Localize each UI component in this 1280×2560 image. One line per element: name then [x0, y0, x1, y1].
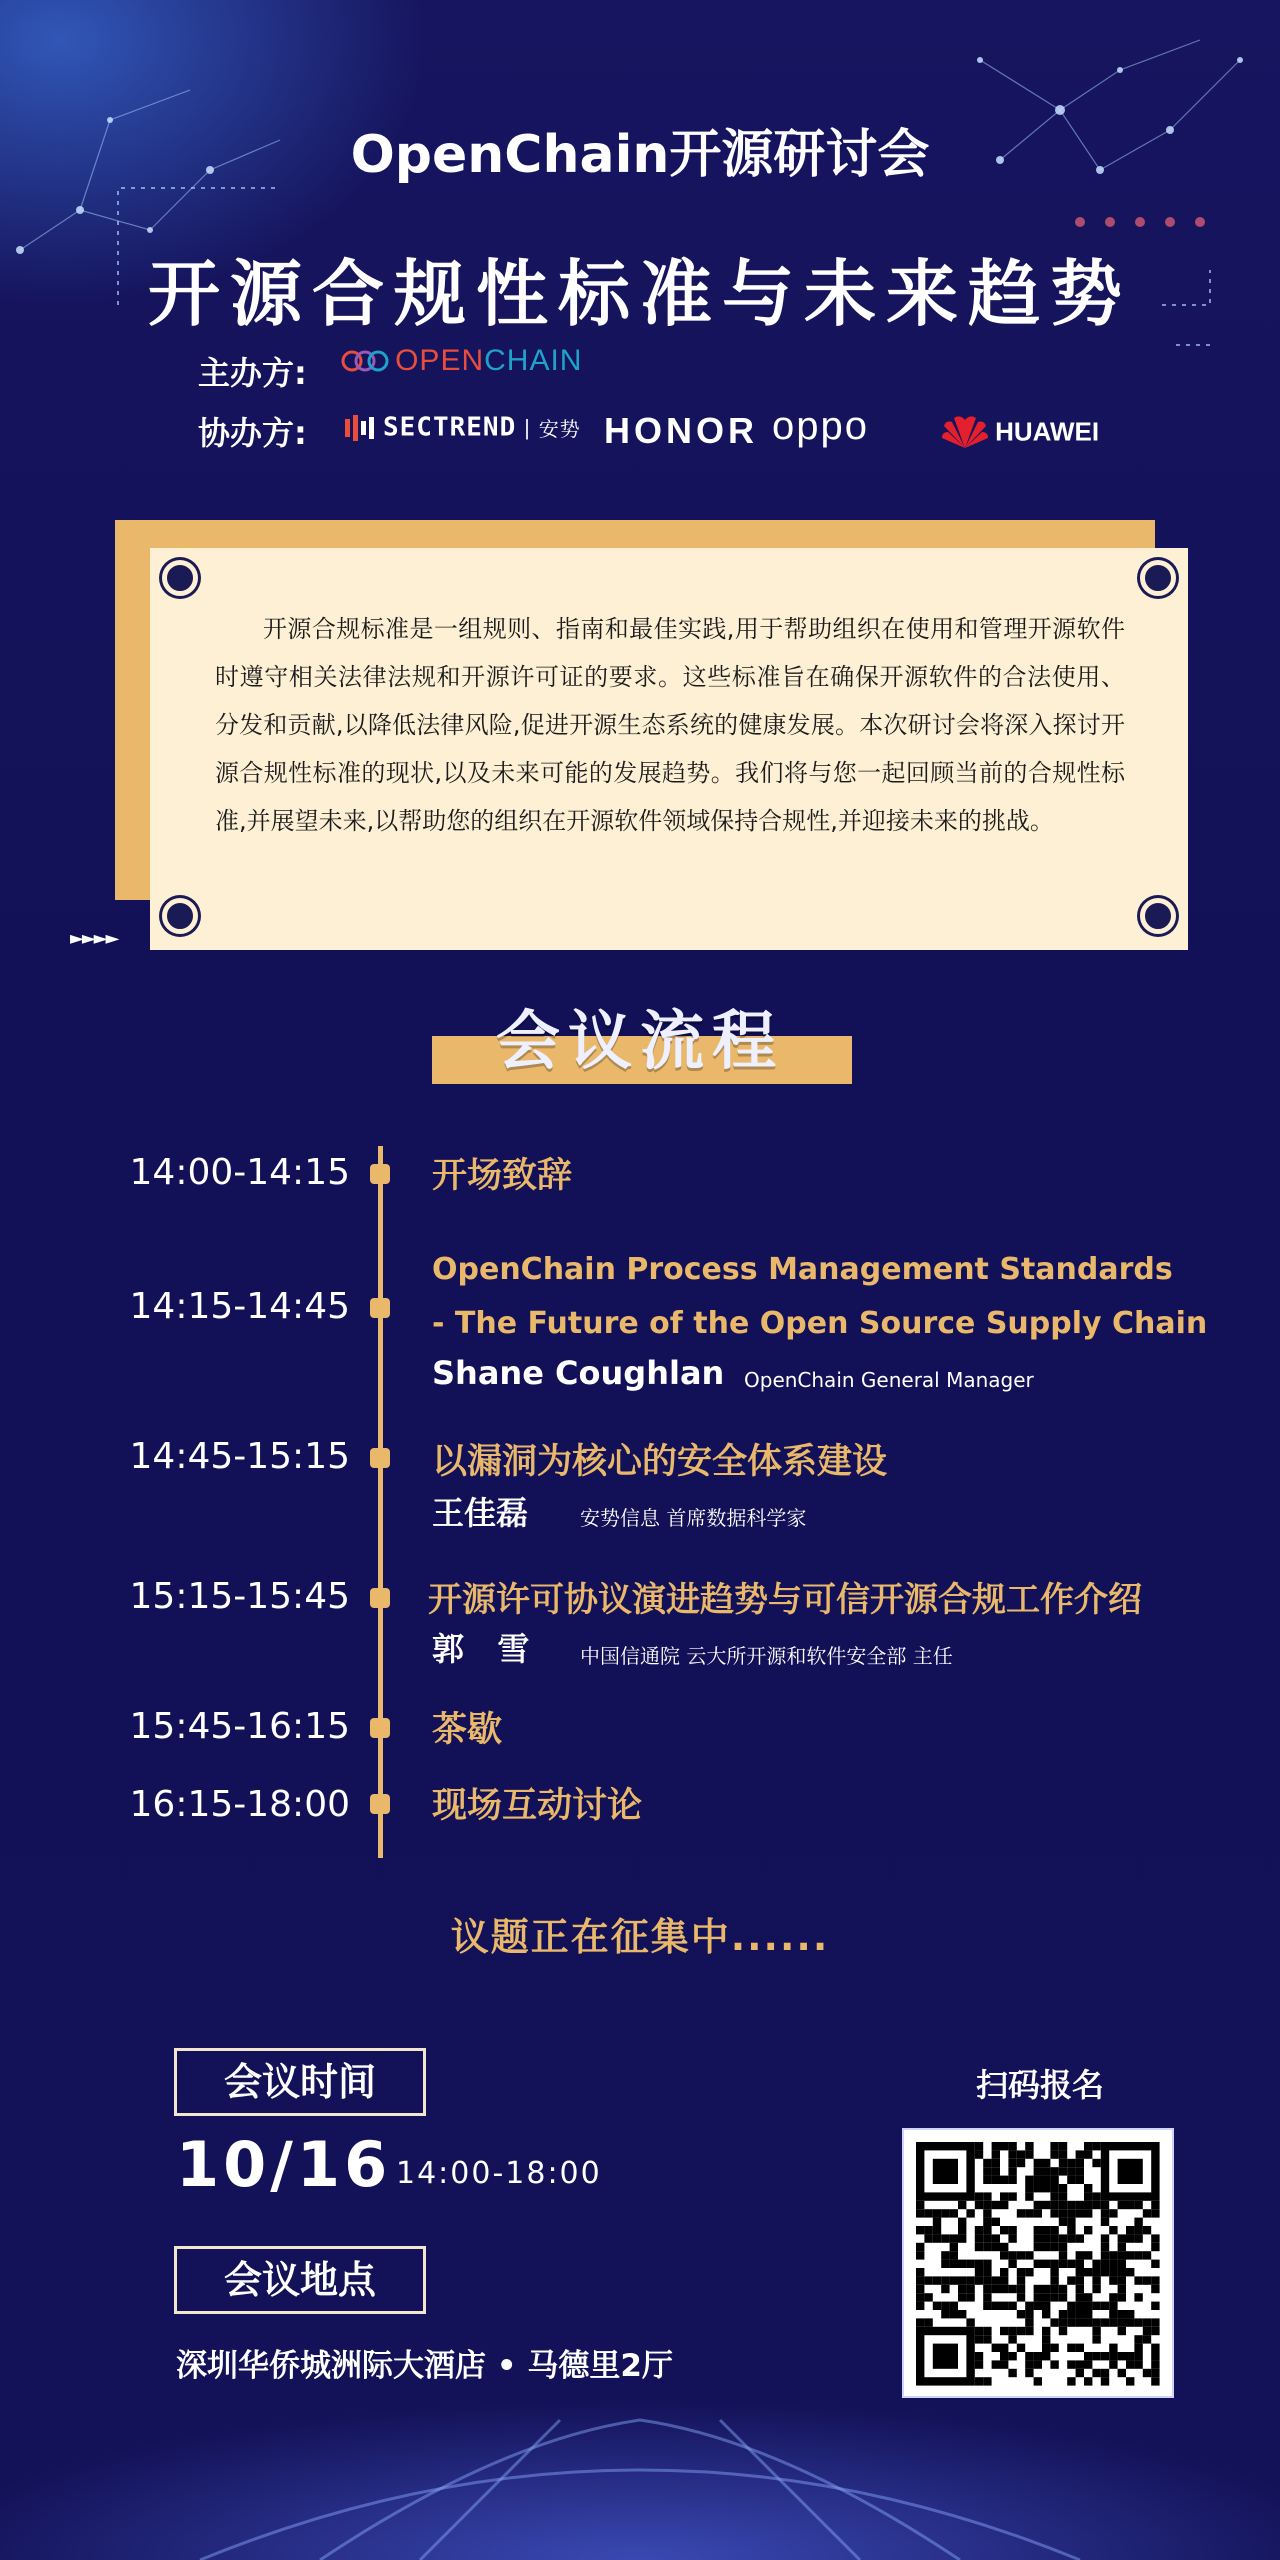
- huawei-logo: HUAWEI: [940, 412, 1099, 452]
- meeting-time-label: 会议时间: [174, 2048, 426, 2116]
- oppo-logo: oppo: [772, 404, 869, 448]
- agenda-topic: 现场互动讨论: [432, 1786, 643, 1826]
- timeline-dot: [370, 1164, 390, 1184]
- meeting-time-range: 14:00-18:00: [396, 2156, 602, 2191]
- rivet-icon: [1140, 560, 1176, 596]
- sectrend-logo: SECTREND | 安势: [345, 412, 581, 443]
- speaker-role: 安势信息 首席数据科学家: [580, 1506, 807, 1530]
- agenda-time: 14:00-14:15: [129, 1152, 350, 1193]
- rivet-icon: [162, 560, 198, 596]
- qr-code-icon: [904, 2130, 1172, 2396]
- agenda-time: 16:15-18:00: [129, 1784, 350, 1825]
- sectrend-bars-icon: [345, 415, 379, 441]
- speaker-role: 中国信通院 云大所开源和软件安全部 主任: [580, 1644, 953, 1668]
- agenda-time: 15:15-15:45: [129, 1576, 350, 1617]
- openchain-wordmark: OPENCHAIN: [395, 344, 583, 377]
- speaker-name: 王佳磊: [432, 1494, 529, 1532]
- agenda-topic: 茶歇: [432, 1710, 503, 1750]
- main-title: 开源合规性标准与未来趋势: [147, 252, 1132, 336]
- timeline-dot: [370, 1448, 390, 1468]
- rivet-icon: [1140, 898, 1176, 934]
- agenda-topic: 以漏洞为核心的安全体系建设: [432, 1442, 888, 1482]
- speaker-role: OpenChain General Manager: [744, 1368, 1034, 1392]
- event-title: OpenChain开源研讨会: [350, 125, 930, 185]
- co-host-label: 协办方:: [198, 414, 307, 452]
- openchain-rings-icon: [340, 346, 390, 376]
- intro-text: 开源合规标准是一组规则、指南和最佳实践,用于帮助组织在使用和管理开源软件时遵守相关法律法规和开源许可证的要求。这些标准旨在确保开源软件的合法使用、分发和贡献,以降低法律风险,促进开源生态系统的健康发展。本次研讨会将深入探讨开源合规性标准的现状,以及未来可能的发展趋势。我们将与您一起回顾当前的合规性标准,并展望未来,以帮助您的组织在开源软件领域保持合规性,并迎接未来的挑战。: [215, 615, 1125, 835]
- agenda-time: 14:15-14:45: [129, 1286, 350, 1327]
- agenda-title: 会议流程: [496, 1005, 784, 1079]
- topics-collecting-note: 议题正在征集中......: [450, 1915, 830, 1959]
- huawei-flower-icon: [940, 412, 990, 452]
- honor-logo: HONOR: [604, 410, 758, 451]
- timeline-line: [378, 1146, 383, 1858]
- timeline-dot: [370, 1794, 390, 1814]
- timeline-dot: [370, 1588, 390, 1608]
- timeline-dot: [370, 1298, 390, 1318]
- arrows-decoration: ►►►►: [70, 928, 118, 949]
- speaker-name: Shane Coughlan: [432, 1354, 725, 1392]
- openchain-logo: [340, 344, 582, 378]
- meeting-date: 10/16: [176, 2128, 392, 2201]
- timeline-dot: [370, 1718, 390, 1738]
- agenda-topic-line1: OpenChain Process Management Standards: [432, 1252, 1173, 1287]
- agenda-topic: 开源许可协议演进趋势与可信开源合规工作介绍: [428, 1580, 1142, 1620]
- agenda-time: 14:45-15:15: [129, 1436, 350, 1477]
- scan-to-register-label: 扫码报名: [975, 2066, 1104, 2104]
- agenda-topic-line2: - The Future of the Open Source Supply Chain: [432, 1306, 1208, 1341]
- rivet-icon: [162, 898, 198, 934]
- registration-qr-code[interactable]: [902, 2128, 1174, 2398]
- meeting-venue: 深圳华侨城洲际大酒店 • 马德里2厅: [176, 2348, 673, 2384]
- speaker-name: 郭 雪: [432, 1630, 530, 1668]
- agenda-time: 15:45-16:15: [129, 1706, 350, 1747]
- agenda-topic: 开场致辞: [432, 1156, 573, 1196]
- meeting-location-label: 会议地点: [174, 2246, 426, 2314]
- host-label: 主办方:: [198, 354, 307, 392]
